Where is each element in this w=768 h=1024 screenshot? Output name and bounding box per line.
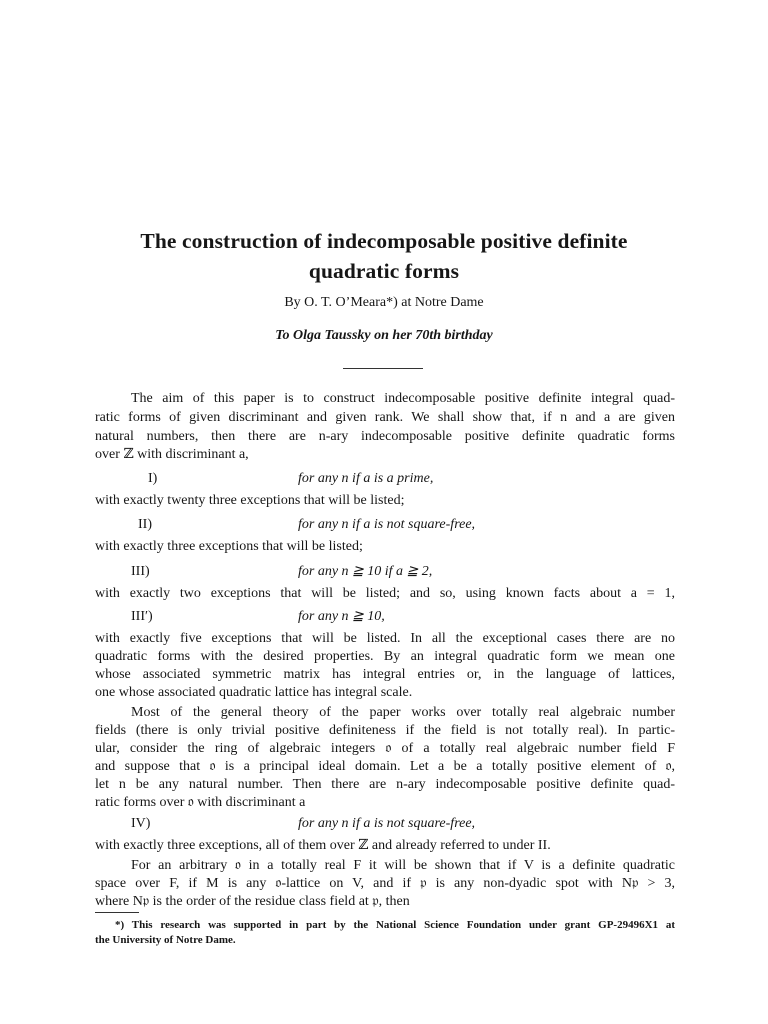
body-line: ratic forms over 𝔬 with discriminant a <box>95 795 306 810</box>
case-text-iv: for any n if a is not square-free, <box>298 816 476 831</box>
body-line: whose associated symmetric matrix has integral entries or, in the language of lattices, <box>95 667 675 682</box>
body-line: with exactly three exceptions, all of them over ℤ and already referred to under II. <box>95 838 551 853</box>
footnote-rule <box>95 912 139 913</box>
case-text-iii-prime: for any n ≧ 10, <box>298 609 385 624</box>
title-separator <box>343 368 423 369</box>
body-line: natural numbers, then there are n-ary indecomposable positive definite quadratic forms <box>95 429 675 444</box>
footnote-line: *) This research was supported in part by the National Science Foundation under grant GP-29496X1 at <box>115 919 675 931</box>
paper-title-line-1: The construction of indecomposable positive definite <box>140 229 628 253</box>
dedication: To Olga Taussky on her 70th birthday <box>275 328 493 343</box>
body-line: over ℤ with discriminant a, <box>95 447 249 462</box>
body-line: let n be any natural number. Then there are n-ary indecomposable positive definite quad- <box>95 777 675 792</box>
case-label-iii: III) <box>131 564 150 579</box>
body-line: where N𝔭 is the order of the residue class field at 𝔭, then <box>95 894 410 909</box>
paper-title-line-2: quadratic forms <box>308 259 460 283</box>
body-line: with exactly three exceptions that will be listed; <box>95 539 363 554</box>
case-label-ii: II) <box>138 517 152 532</box>
case-text-i: for any n if a is a prime, <box>298 471 434 486</box>
body-line: Most of the general theory of the paper works over totally real algebraic number <box>131 705 675 720</box>
footnote-line: the University of Notre Dame. <box>95 934 236 946</box>
body-line: ratic forms of given discriminant and given rank. We shall show that, if n and a are given <box>95 410 675 425</box>
case-label-i: I) <box>148 471 158 486</box>
body-line: with exactly two exceptions that will be listed; and so, using known facts about a = 1, <box>95 586 675 601</box>
body-line: fields (there is only trivial positive definiteness if the field is not totally real). In partic- <box>95 723 675 738</box>
body-line: The aim of this paper is to construct indecomposable positive definite integral quad- <box>131 391 675 406</box>
case-text-iii: for any n ≧ 10 if a ≧ 2, <box>298 564 433 579</box>
body-line: with exactly twenty three exceptions that will be listed; <box>95 493 405 508</box>
body-line: quadratic forms with the desired properties. By an integral quadratic form we mean one <box>95 649 675 664</box>
case-text-ii: for any n if a is not square-free, <box>298 517 476 532</box>
body-line: with exactly five exceptions that will be listed. In all the exceptional cases there are no <box>95 631 675 646</box>
body-line: one whose associated quadratic lattice has integral scale. <box>95 685 413 700</box>
body-line: and suppose that 𝔬 is a principal ideal domain. Let a be a totally positive element of 𝔬, <box>95 759 675 774</box>
body-line: ular, consider the ring of algebraic integers 𝔬 of a totally real algebraic number field F <box>95 741 675 756</box>
body-line: space over F, if M is any 𝔬-lattice on V, and if 𝔭 is any non-dyadic spot with N𝔭 > 3, <box>95 876 675 891</box>
byline: By O. T. O’Meara*) at Notre Dame <box>284 295 484 310</box>
case-label-iv: IV) <box>131 816 151 831</box>
case-label-iii-prime: III′) <box>131 609 153 624</box>
body-line: For an arbitrary 𝔬 in a totally real F it will be shown that if V is a definite quadratic <box>131 858 675 873</box>
